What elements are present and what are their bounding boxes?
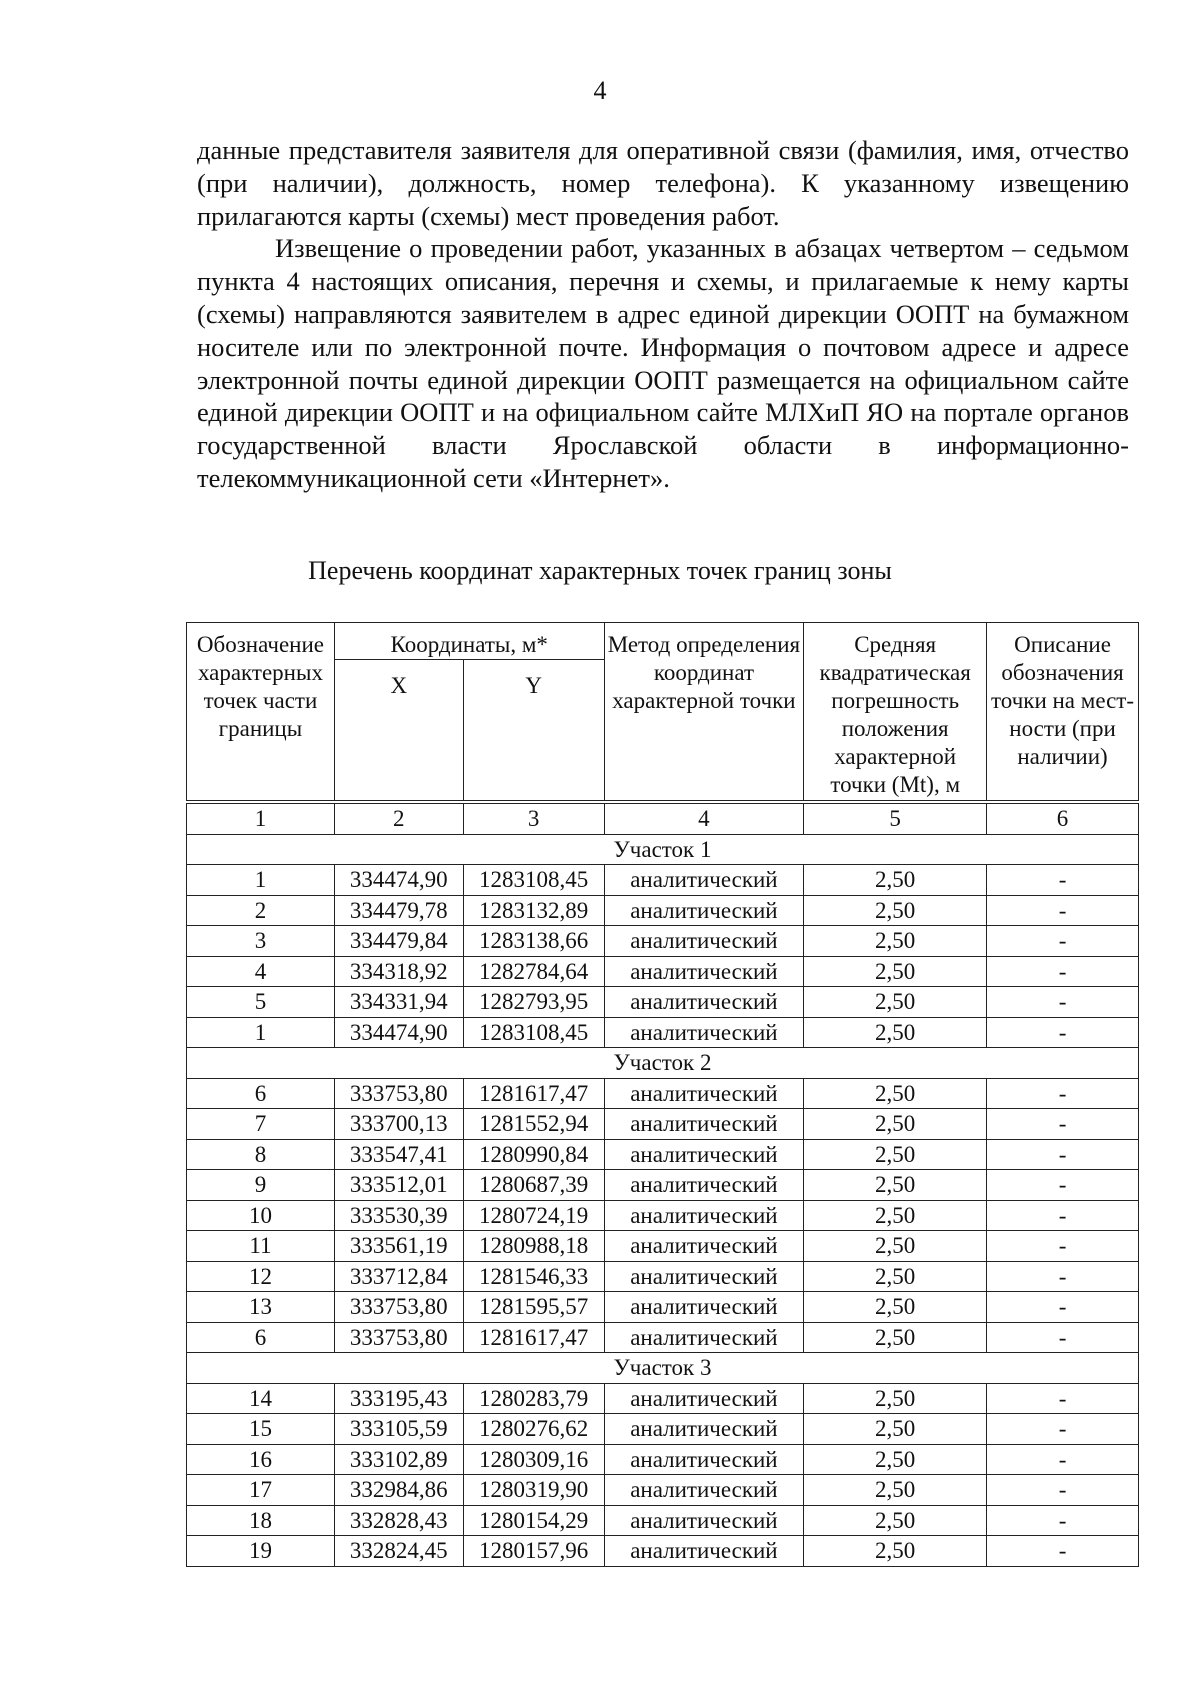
x-coordinate-cell: 334318,92 xyxy=(334,956,463,987)
method-cell: аналитический xyxy=(604,956,804,987)
y-coordinate-cell: 1283138,66 xyxy=(463,926,604,957)
y-coordinate-cell: 1280724,19 xyxy=(463,1200,604,1231)
y-coordinate-cell: 1280157,96 xyxy=(463,1536,604,1567)
description-cell: - xyxy=(987,1475,1139,1506)
x-coordinate-cell: 334331,94 xyxy=(334,987,463,1018)
y-coordinate-cell: 1280283,79 xyxy=(463,1383,604,1414)
paragraph-1: данные представителя заявителя для оперативной связи (фамилия, имя, отчество (при наличии), должность, номер телефона). К указанному извещению прилагаются карты (схемы) мест проведения работ. xyxy=(197,135,1129,231)
description-cell: - xyxy=(987,1322,1139,1353)
description-cell: - xyxy=(987,956,1139,987)
accuracy-cell: 2,50 xyxy=(804,1200,987,1231)
point-number-cell: 4 xyxy=(187,956,335,987)
method-cell: аналитический xyxy=(604,1017,804,1048)
description-cell: - xyxy=(987,926,1139,957)
y-coordinate-cell: 1280154,29 xyxy=(463,1505,604,1536)
section-row xyxy=(187,1048,1139,1079)
method-cell: аналитический xyxy=(604,1139,804,1170)
method-cell: аналитический xyxy=(604,1322,804,1353)
x-coordinate-cell: 334479,78 xyxy=(334,895,463,926)
description-cell: - xyxy=(987,865,1139,896)
section-title: Участок 1 xyxy=(187,834,1139,865)
table-row xyxy=(187,956,1139,987)
method-cell: аналитический xyxy=(604,1292,804,1323)
method-cell: аналитический xyxy=(604,1231,804,1262)
x-coordinate-cell: 332828,43 xyxy=(334,1505,463,1536)
y-coordinate-cell: 1280988,18 xyxy=(463,1231,604,1262)
y-coordinate-cell: 1280687,39 xyxy=(463,1170,604,1201)
x-coordinate-cell: 334474,90 xyxy=(334,865,463,896)
paragraph-2: Извещение о проведении работ, указанных в абзацах четвертом – седьмом пункта 4 настоящих описания, перечня и схемы, и прилагаемые к нему карты (схемы) направляются заявителем в адрес единой дирекции ООПТ на бумажном носителе или по электронной почте. Информация о почтовом адресе и адресе электронной почты единой дирекции ООПТ размещается на официальном сайте единой дирекции ООПТ и на официальном сайте МЛХиП ЯО на портале органов государственной власти Ярославской области в информационно-телекоммуникационной сети «Интернет». xyxy=(197,233,1129,493)
x-coordinate-cell: 334474,90 xyxy=(334,1017,463,1048)
description-cell: - xyxy=(987,1383,1139,1414)
y-coordinate-cell: 1283132,89 xyxy=(463,895,604,926)
table-row xyxy=(187,1017,1139,1048)
accuracy-cell: 2,50 xyxy=(804,1292,987,1323)
method-cell: аналитический xyxy=(604,1505,804,1536)
y-coordinate-cell: 1280276,62 xyxy=(463,1414,604,1445)
table-row xyxy=(187,1200,1139,1231)
accuracy-cell: 2,50 xyxy=(804,1109,987,1140)
y-coordinate-cell: 1281595,57 xyxy=(463,1292,604,1323)
header-coordinates: Координаты, м* xyxy=(334,623,604,660)
page-number: 4 xyxy=(593,76,607,105)
x-coordinate-cell: 333530,39 xyxy=(334,1200,463,1231)
method-cell: аналитический xyxy=(604,895,804,926)
point-number-cell: 7 xyxy=(187,1109,335,1140)
header-accuracy: Средняя квадратическая погрешность положения характерной точки (Mt), м xyxy=(804,623,987,803)
table-row xyxy=(187,1322,1139,1353)
column-number: 2 xyxy=(334,802,463,834)
y-coordinate-cell: 1282793,95 xyxy=(463,987,604,1018)
table-row xyxy=(187,1475,1139,1506)
y-coordinate-cell: 1280319,90 xyxy=(463,1475,604,1506)
table-row xyxy=(187,987,1139,1018)
method-cell: аналитический xyxy=(604,1414,804,1445)
header-y: Y xyxy=(463,660,604,803)
x-coordinate-cell: 333700,13 xyxy=(334,1109,463,1140)
x-coordinate-cell: 333712,84 xyxy=(334,1261,463,1292)
description-cell: - xyxy=(987,895,1139,926)
x-coordinate-cell: 333547,41 xyxy=(334,1139,463,1170)
point-number-cell: 17 xyxy=(187,1475,335,1506)
method-cell: аналитический xyxy=(604,1536,804,1567)
description-cell: - xyxy=(987,987,1139,1018)
x-coordinate-cell: 333753,80 xyxy=(334,1292,463,1323)
table-row xyxy=(187,1505,1139,1536)
y-coordinate-cell: 1281617,47 xyxy=(463,1078,604,1109)
body-text xyxy=(197,134,1129,495)
x-coordinate-cell: 333102,89 xyxy=(334,1444,463,1475)
point-number-cell: 3 xyxy=(187,926,335,957)
table-row xyxy=(187,1231,1139,1262)
y-coordinate-cell: 1281617,47 xyxy=(463,1322,604,1353)
y-coordinate-cell: 1283108,45 xyxy=(463,1017,604,1048)
y-coordinate-cell: 1283108,45 xyxy=(463,865,604,896)
table-row xyxy=(187,1170,1139,1201)
description-cell: - xyxy=(987,1017,1139,1048)
accuracy-cell: 2,50 xyxy=(804,865,987,896)
column-number: 5 xyxy=(804,802,987,834)
point-number-cell: 10 xyxy=(187,1200,335,1231)
column-number: 4 xyxy=(604,802,804,834)
description-cell: - xyxy=(987,1200,1139,1231)
point-number-cell: 19 xyxy=(187,1536,335,1567)
description-cell: - xyxy=(987,1536,1139,1567)
column-number: 6 xyxy=(987,802,1139,834)
point-number-cell: 9 xyxy=(187,1170,335,1201)
accuracy-cell: 2,50 xyxy=(804,1017,987,1048)
y-coordinate-cell: 1280309,16 xyxy=(463,1444,604,1475)
y-coordinate-cell: 1280990,84 xyxy=(463,1139,604,1170)
header-method: Метод определения координат характерной точки xyxy=(604,623,804,803)
section-row xyxy=(187,834,1139,865)
method-cell: аналитический xyxy=(604,1383,804,1414)
header-x: X xyxy=(334,660,463,803)
x-coordinate-cell: 333195,43 xyxy=(334,1383,463,1414)
point-number-cell: 18 xyxy=(187,1505,335,1536)
table-row xyxy=(187,865,1139,896)
point-number-cell: 1 xyxy=(187,1017,335,1048)
method-cell: аналитический xyxy=(604,865,804,896)
description-cell: - xyxy=(987,1109,1139,1140)
accuracy-cell: 2,50 xyxy=(804,1505,987,1536)
section-title: Участок 2 xyxy=(187,1048,1139,1079)
table-row xyxy=(187,1444,1139,1475)
accuracy-cell: 2,50 xyxy=(804,1536,987,1567)
accuracy-cell: 2,50 xyxy=(804,1170,987,1201)
method-cell: аналитический xyxy=(604,1078,804,1109)
method-cell: аналитический xyxy=(604,1109,804,1140)
accuracy-cell: 2,50 xyxy=(804,1414,987,1445)
description-cell: - xyxy=(987,1231,1139,1262)
point-number-cell: 6 xyxy=(187,1078,335,1109)
point-number-cell: 16 xyxy=(187,1444,335,1475)
method-cell: аналитический xyxy=(604,1475,804,1506)
description-cell: - xyxy=(987,1505,1139,1536)
table-title: Перечень координат характерных точек границ зоны xyxy=(308,556,892,585)
method-cell: аналитический xyxy=(604,987,804,1018)
accuracy-cell: 2,50 xyxy=(804,895,987,926)
description-cell: - xyxy=(987,1170,1139,1201)
accuracy-cell: 2,50 xyxy=(804,1383,987,1414)
point-number-cell: 15 xyxy=(187,1414,335,1445)
accuracy-cell: 2,50 xyxy=(804,1139,987,1170)
description-cell: - xyxy=(987,1444,1139,1475)
table-row xyxy=(187,1109,1139,1140)
method-cell: аналитический xyxy=(604,1261,804,1292)
method-cell: аналитический xyxy=(604,1200,804,1231)
column-number: 3 xyxy=(463,802,604,834)
table-row xyxy=(187,1414,1139,1445)
table-row xyxy=(187,1261,1139,1292)
coordinates-table xyxy=(186,622,1139,1567)
accuracy-cell: 2,50 xyxy=(804,1261,987,1292)
table-row xyxy=(187,926,1139,957)
accuracy-cell: 2,50 xyxy=(804,956,987,987)
accuracy-cell: 2,50 xyxy=(804,987,987,1018)
description-cell: - xyxy=(987,1078,1139,1109)
description-cell: - xyxy=(987,1292,1139,1323)
table-row xyxy=(187,1383,1139,1414)
header-designation: Обозначение характерных точек части границы xyxy=(187,623,335,803)
description-cell: - xyxy=(987,1261,1139,1292)
accuracy-cell: 2,50 xyxy=(804,1475,987,1506)
table-row xyxy=(187,895,1139,926)
point-number-cell: 2 xyxy=(187,895,335,926)
point-number-cell: 6 xyxy=(187,1322,335,1353)
section-title: Участок 3 xyxy=(187,1353,1139,1384)
column-number: 1 xyxy=(187,802,335,834)
point-number-cell: 5 xyxy=(187,987,335,1018)
header-description: Описание обозначения точки на мест-ности (при наличии) xyxy=(987,623,1139,803)
y-coordinate-cell: 1282784,64 xyxy=(463,956,604,987)
accuracy-cell: 2,50 xyxy=(804,1444,987,1475)
x-coordinate-cell: 333561,19 xyxy=(334,1231,463,1262)
accuracy-cell: 2,50 xyxy=(804,926,987,957)
table-body xyxy=(187,802,1139,1566)
method-cell: аналитический xyxy=(604,1170,804,1201)
x-coordinate-cell: 332984,86 xyxy=(334,1475,463,1506)
point-number-cell: 14 xyxy=(187,1383,335,1414)
x-coordinate-cell: 333753,80 xyxy=(334,1322,463,1353)
table-row xyxy=(187,1536,1139,1567)
accuracy-cell: 2,50 xyxy=(804,1078,987,1109)
point-number-cell: 13 xyxy=(187,1292,335,1323)
section-row xyxy=(187,1353,1139,1384)
x-coordinate-cell: 332824,45 xyxy=(334,1536,463,1567)
x-coordinate-cell: 334479,84 xyxy=(334,926,463,957)
accuracy-cell: 2,50 xyxy=(804,1231,987,1262)
point-number-cell: 1 xyxy=(187,865,335,896)
method-cell: аналитический xyxy=(604,926,804,957)
accuracy-cell: 2,50 xyxy=(804,1322,987,1353)
table-row xyxy=(187,1292,1139,1323)
point-number-cell: 11 xyxy=(187,1231,335,1262)
y-coordinate-cell: 1281552,94 xyxy=(463,1109,604,1140)
point-number-cell: 12 xyxy=(187,1261,335,1292)
table-row xyxy=(187,1139,1139,1170)
x-coordinate-cell: 333512,01 xyxy=(334,1170,463,1201)
x-coordinate-cell: 333753,80 xyxy=(334,1078,463,1109)
y-coordinate-cell: 1281546,33 xyxy=(463,1261,604,1292)
table-row xyxy=(187,1078,1139,1109)
x-coordinate-cell: 333105,59 xyxy=(334,1414,463,1445)
column-numbers-row xyxy=(187,802,1139,834)
method-cell: аналитический xyxy=(604,1444,804,1475)
description-cell: - xyxy=(987,1414,1139,1445)
description-cell: - xyxy=(987,1139,1139,1170)
point-number-cell: 8 xyxy=(187,1139,335,1170)
